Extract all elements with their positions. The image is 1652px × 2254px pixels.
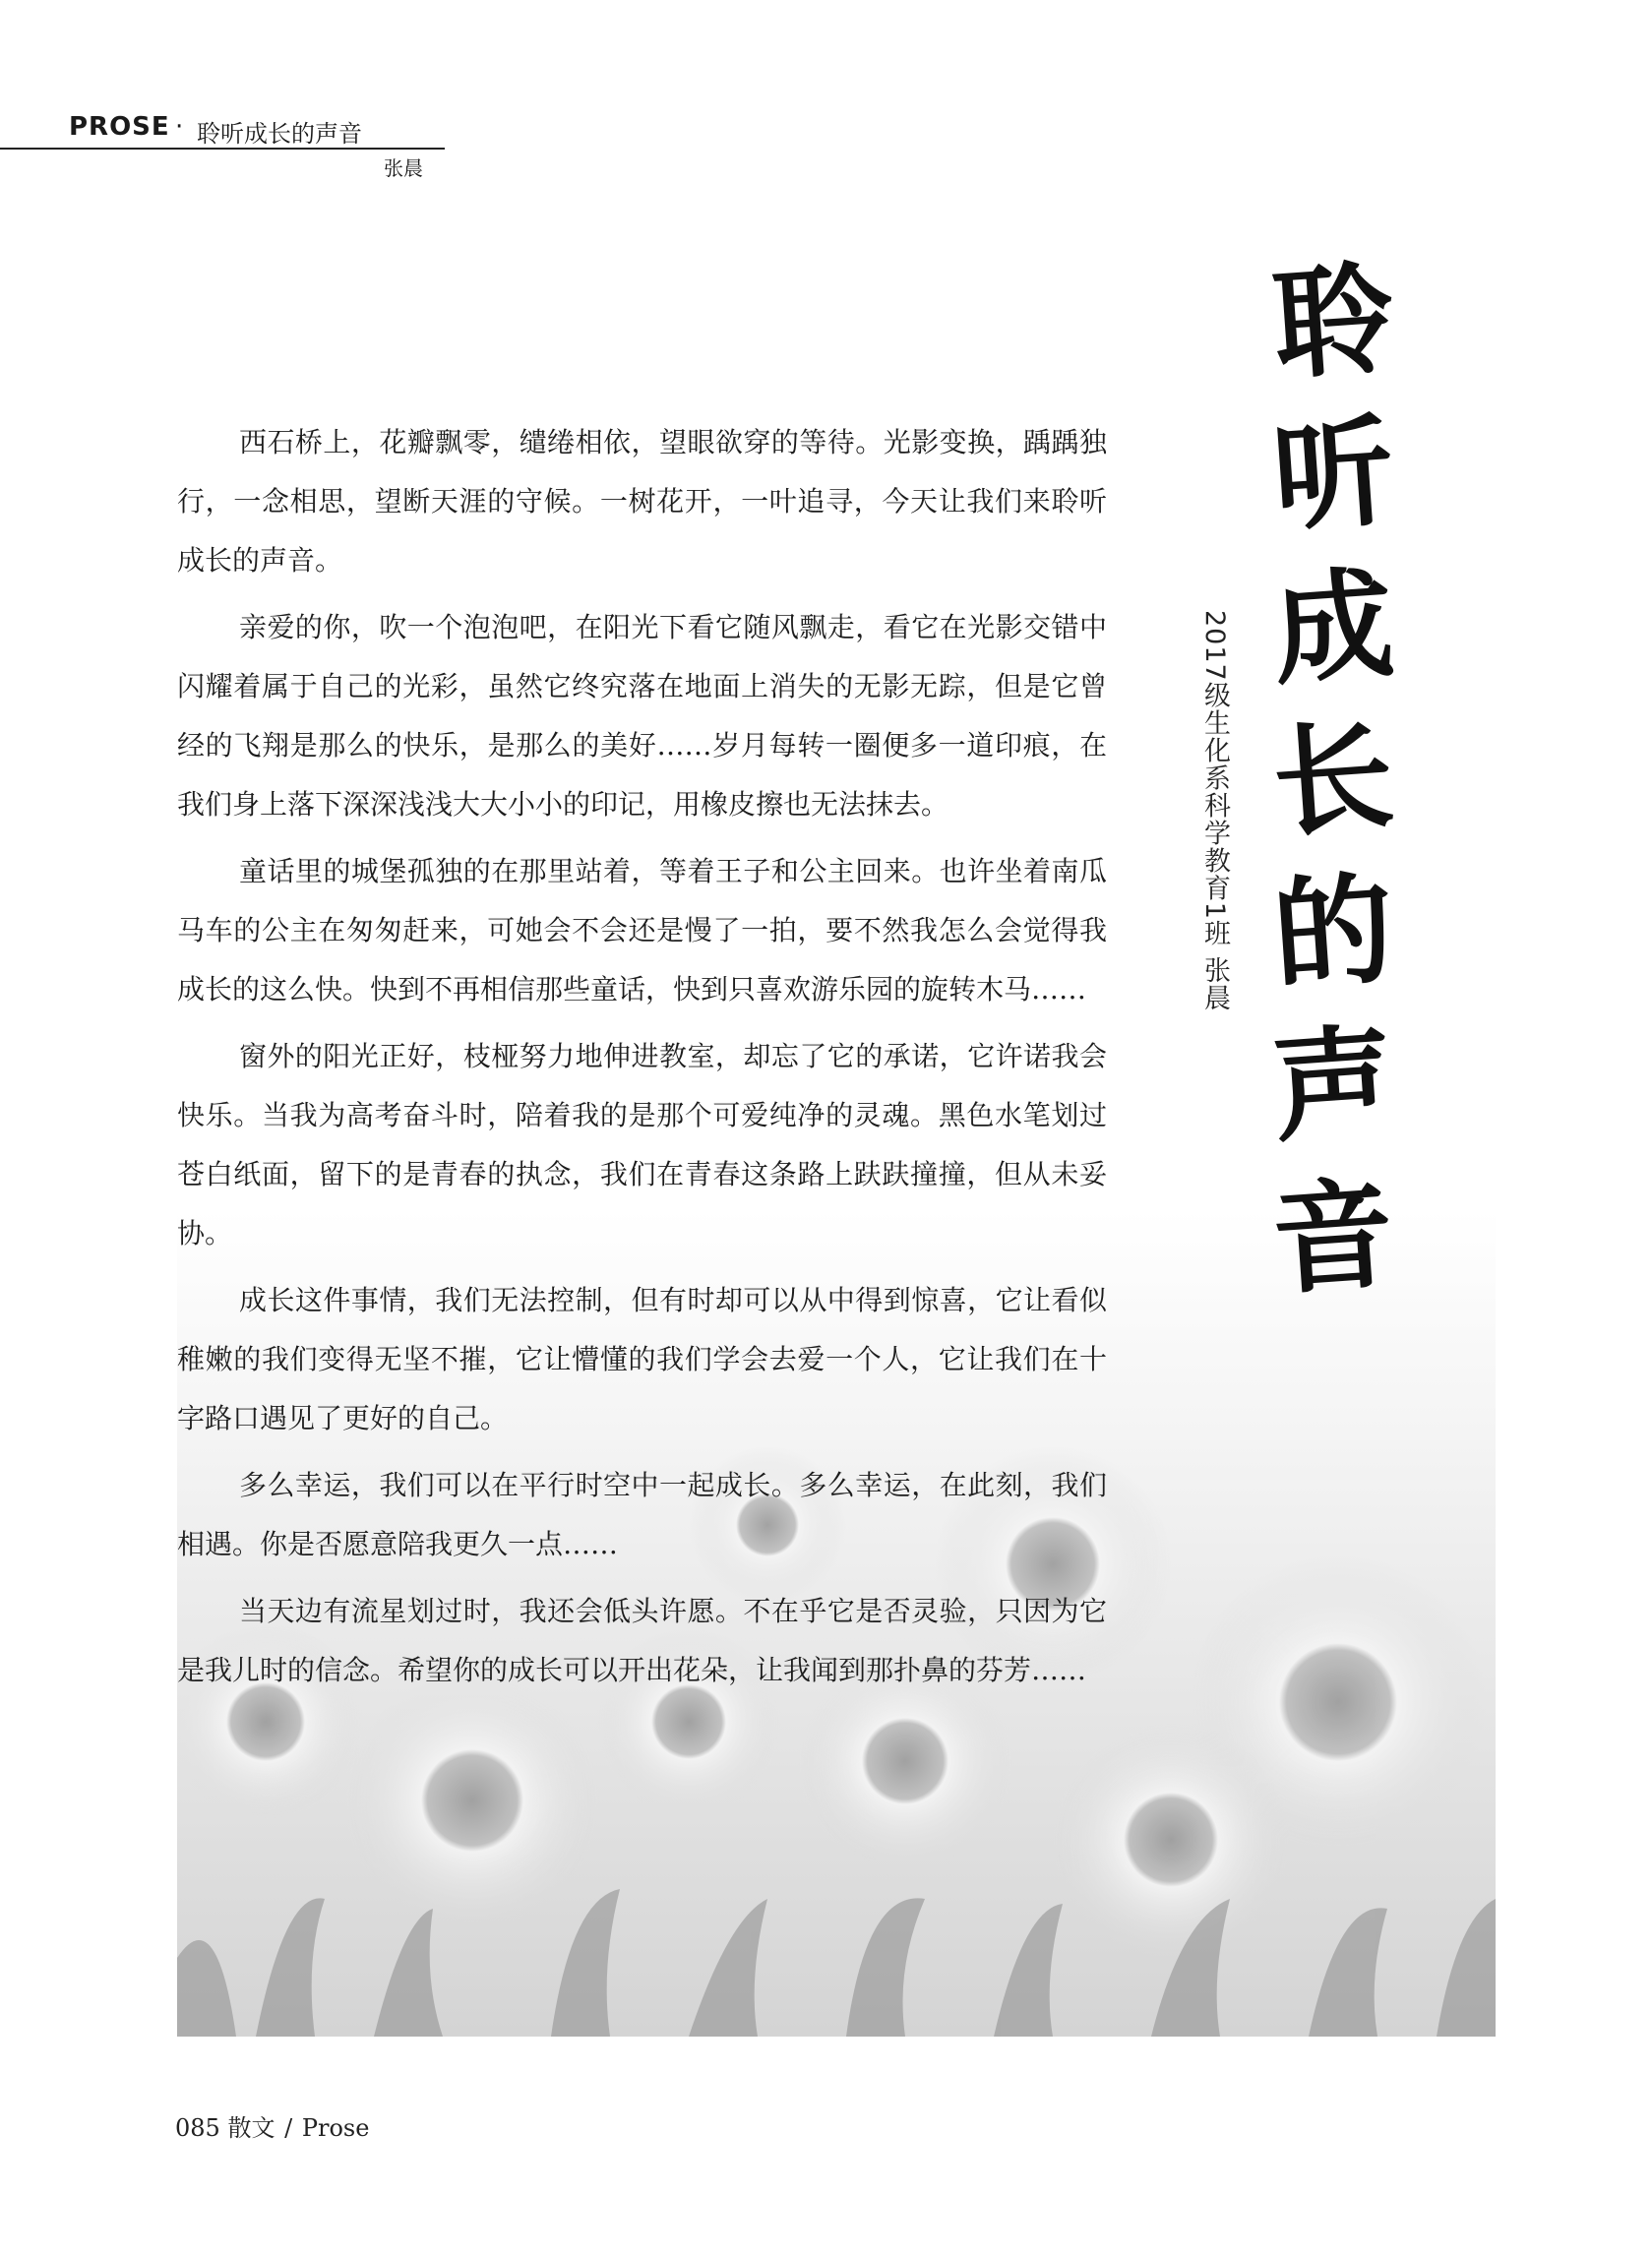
footer-section-cn: 散文 — [227, 2114, 275, 2142]
paragraph: 西石桥上，花瓣飘零，缱绻相依，望眼欲穿的等待。光影变换，踽踽独行，一念相思，望断天涯的守候。一树花开，一叶追寻，今天让我们来聆听成长的声音。 — [177, 426, 1107, 577]
header-separator: · — [175, 112, 184, 142]
section-label: PROSE — [69, 112, 170, 142]
article-body — [177, 413, 1107, 1708]
footer-separator: / — [284, 2114, 293, 2142]
title-char: 成 — [1268, 551, 1398, 702]
page-number: 085 — [175, 2114, 220, 2142]
title-char: 听 — [1268, 398, 1398, 550]
title-char: 的 — [1268, 856, 1398, 1007]
paragraph: 窗外的阳光正好，枝桠努力地伸进教室，却忘了它的承诺，它许诺我会快乐。当我为高考奋斗时，陪着我的是那个可爱纯净的灵魂。黑色水笔划过苍白纸面，留下的是青春的执念，我们在青春这条路上趺趺撞撞，但从未妥协。 — [177, 1040, 1107, 1249]
title-char: 音 — [1268, 1161, 1398, 1312]
paragraph: 多么幸运，我们可以在平行时空中一起成长。多么幸运，在此刻，我们相遇。你是否愿意陪我更久一点…… — [177, 1469, 1107, 1560]
title-char: 聆 — [1268, 246, 1398, 397]
title-char: 声 — [1268, 1008, 1398, 1160]
page-footer — [175, 2108, 369, 2143]
author-byline: 2017级生化系科学教育1班 张晨 — [1199, 610, 1230, 1012]
article-title — [1254, 246, 1412, 1313]
running-header — [0, 112, 445, 150]
paragraph: 成长这件事情，我们无法控制，但有时却可以从中得到惊喜，它让看似稚嫩的我们变得无坚不摧，它让懵懂的我们学会去爱一个人，它让我们在十字路口遇见了更好的自己。 — [177, 1284, 1107, 1434]
paragraph: 亲爱的你，吹一个泡泡吧，在阳光下看它随风飘走，看它在光影交错中闪耀着属于自己的光彩，虽然它终究落在地面上消失的无影无踪，但是它曾经的飞翔是那么的快乐，是那么的美好……岁月每转一圈便多一道印痕，在我们身上落下深深浅浅大大小小的印记，用橡皮擦也无法抹去。 — [177, 611, 1107, 821]
title-char: 长 — [1268, 703, 1398, 855]
paragraph: 当天边有流星划过时，我还会低头许愿。不在乎它是否灵验，只因为它是我儿时的信念。希望你的成长可以开出花朵，让我闻到那扑鼻的芬芳…… — [177, 1595, 1107, 1686]
header-author: 张晨 — [384, 156, 423, 180]
footer-section-en: Prose — [301, 2114, 370, 2142]
paragraph: 童话里的城堡孤独的在那里站着，等着王子和公主回来。也许坐着南瓜马车的公主在匆匆赶来，可她会不会还是慢了一拍，要不然我怎么会觉得我成长的这么快。快到不再相信那些童话，快到只喜欢游乐园的旋转木马…… — [177, 855, 1107, 1005]
header-title: 聆听成长的声音 — [197, 120, 362, 148]
